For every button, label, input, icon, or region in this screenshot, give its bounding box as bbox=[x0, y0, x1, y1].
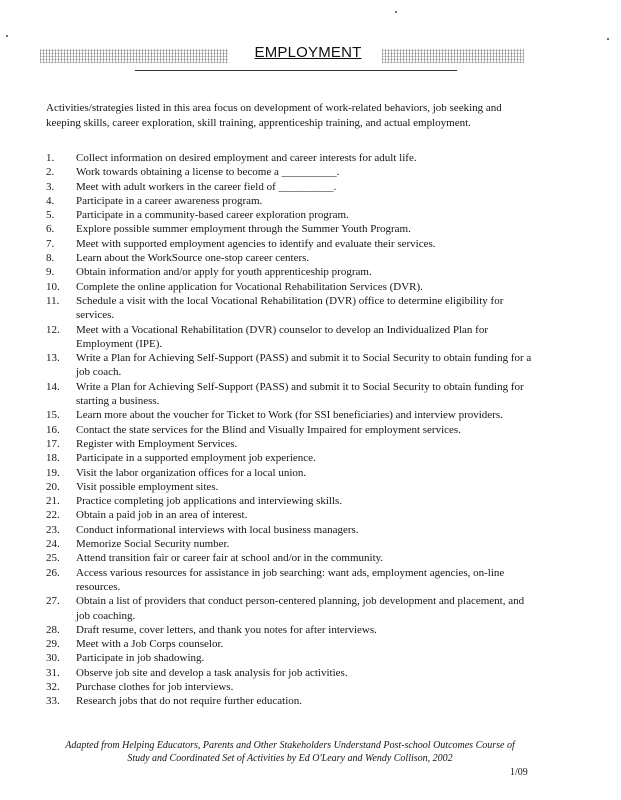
list-item bbox=[46, 566, 536, 595]
list-item-number: 23. bbox=[46, 523, 60, 536]
header-band bbox=[40, 42, 524, 70]
list-item bbox=[46, 408, 536, 422]
list-item bbox=[46, 623, 536, 637]
list-item-number: 11. bbox=[46, 294, 60, 307]
activity-list bbox=[46, 151, 536, 709]
header-underline bbox=[135, 70, 457, 71]
list-item-text: Schedule a visit with the local Vocational Rehabilitation (DVR) office to determine eligibility for services. bbox=[76, 294, 504, 322]
list-item-text: Obtain a list of providers that conduct person-centered planning, job development and placement, and job coaching. bbox=[76, 595, 525, 622]
list-item bbox=[46, 280, 536, 294]
header-band-shading-right bbox=[382, 49, 524, 63]
list-item bbox=[46, 251, 536, 265]
list-item bbox=[46, 351, 536, 380]
list-item-number: 6. bbox=[46, 223, 55, 236]
list-item bbox=[46, 666, 536, 680]
list-item-number: 20. bbox=[46, 480, 60, 493]
page-title: EMPLOYMENT bbox=[254, 44, 362, 61]
list-item-text: Visit the labor organization offices for a local union. bbox=[76, 466, 307, 479]
list-item bbox=[46, 694, 536, 708]
list-item-text: Meet with supported employment agencies to identify and evaluate their services. bbox=[76, 237, 436, 250]
list-item-number: 19. bbox=[46, 466, 60, 479]
list-item-number: 26. bbox=[46, 566, 60, 579]
scan-speck bbox=[6, 35, 8, 37]
list-item-text: Write a Plan for Achieving Self-Support (PASS) and submit it to Social Security to obtain funding for starting a business. bbox=[76, 380, 524, 408]
list-item-number: 12. bbox=[46, 323, 60, 336]
list-item-number: 32. bbox=[46, 680, 60, 693]
list-item-text: Complete the online application for Vocational Rehabilitation Services (DVR). bbox=[76, 280, 423, 293]
list-item-text: Participate in a supported employment job experience. bbox=[76, 452, 316, 465]
list-item-number: 21. bbox=[46, 495, 60, 508]
list-item-text: Research jobs that do not require further education. bbox=[76, 695, 303, 708]
list-item-text: Participate in a career awareness program. bbox=[76, 194, 263, 207]
list-item-text: Meet with adult workers in the career field of __________. bbox=[76, 180, 337, 193]
list-item-text: Practice completing job applications and interviewing skills. bbox=[76, 495, 343, 508]
list-item bbox=[46, 194, 536, 208]
list-item bbox=[46, 208, 536, 222]
list-item bbox=[46, 323, 536, 352]
list-item bbox=[46, 680, 536, 694]
list-item-text: Attend transition fair or career fair at school and/or in the community. bbox=[76, 552, 384, 565]
list-item-text: Learn more about the voucher for Ticket to Work (for SSI beneficiaries) and interview providers. bbox=[76, 409, 503, 422]
list-item bbox=[46, 180, 536, 194]
list-item bbox=[46, 523, 536, 537]
list-item bbox=[46, 437, 536, 451]
list-item bbox=[46, 294, 536, 323]
list-item bbox=[46, 537, 536, 551]
list-item-number: 4. bbox=[46, 194, 55, 207]
list-item-number: 33. bbox=[46, 695, 60, 708]
list-item-text: Meet with a Vocational Rehabilitation (DVR) counselor to develop an Individualized Plan for Employment (IPE). bbox=[76, 323, 488, 350]
list-item-text: Participate in job shadowing. bbox=[76, 652, 205, 665]
list-item-number: 1. bbox=[46, 152, 55, 164]
list-item bbox=[46, 651, 536, 665]
list-item-text: Purchase clothes for job interviews. bbox=[76, 680, 234, 693]
attribution-footer bbox=[40, 739, 540, 765]
list-item-text: Participate in a community-based career exploration program. bbox=[76, 209, 349, 222]
list-item bbox=[46, 151, 536, 165]
list-item-text: Meet with a Job Corps counselor. bbox=[76, 638, 224, 651]
list-item bbox=[46, 594, 536, 623]
list-item-text: Contact the state services for the Blind and Visually Impaired for employment services. bbox=[76, 423, 461, 436]
intro-paragraph: Activities/strategies listed in this area focus on development of work-related behaviors, job seeking and keeping skills, career exploration, skill training, apprenticeship training, and actual employment. bbox=[46, 102, 502, 129]
list-item-number: 25. bbox=[46, 552, 60, 565]
list-item bbox=[46, 480, 536, 494]
header-band-shading-left bbox=[40, 49, 228, 63]
list-item-number: 22. bbox=[46, 509, 60, 522]
scan-speck bbox=[607, 38, 609, 40]
list-item bbox=[46, 165, 536, 179]
list-item bbox=[46, 466, 536, 480]
list-item-text: Work towards obtaining a license to become a __________. bbox=[76, 166, 340, 179]
list-item-text: Explore possible summer employment through the Summer Youth Program. bbox=[76, 223, 411, 236]
list-item-number: 9. bbox=[46, 266, 55, 279]
list-item bbox=[46, 222, 536, 236]
list-item-text: Collect information on desired employment and career interests for adult life. bbox=[76, 152, 417, 164]
list-item-number: 2. bbox=[46, 166, 55, 179]
list-item-number: 27. bbox=[46, 595, 60, 608]
list-item-text: Observe job site and develop a task analysis for job activities. bbox=[76, 666, 348, 679]
list-item-number: 10. bbox=[46, 280, 60, 293]
list-item-number: 14. bbox=[46, 380, 60, 393]
list-item-text: Learn about the WorkSource one-stop career centers. bbox=[76, 252, 310, 265]
scan-speck bbox=[395, 11, 397, 13]
list-item-text: Visit possible employment sites. bbox=[76, 480, 219, 493]
list-item-number: 13. bbox=[46, 352, 60, 365]
list-item-text: Draft resume, cover letters, and thank you notes for after interviews. bbox=[76, 623, 377, 636]
list-item-text: Obtain information and/or apply for youth apprenticeship program. bbox=[76, 266, 372, 279]
list-item-number: 28. bbox=[46, 623, 60, 636]
list-item-text: Access various resources for assistance in job searching: want ads, employment agencies, on-line resources. bbox=[76, 566, 505, 593]
list-item bbox=[46, 637, 536, 651]
list-item-text: Write a Plan for Achieving Self-Support (PASS) and submit it to Social Security to obtain funding for a job coach. bbox=[76, 352, 532, 379]
list-item-text: Conduct informational interviews with local business managers. bbox=[76, 523, 359, 536]
list-item-number: 29. bbox=[46, 638, 60, 651]
list-item-number: 3. bbox=[46, 180, 55, 193]
list-item-number: 31. bbox=[46, 666, 60, 679]
list-item-number: 17. bbox=[46, 437, 60, 450]
list-item bbox=[46, 237, 536, 251]
list-item-number: 7. bbox=[46, 237, 55, 250]
list-item-number: 24. bbox=[46, 538, 60, 551]
attribution-line-1: Adapted from Helping Educators, Parents and Other Stakeholders Understand Post-school Outcomes Course of bbox=[65, 740, 515, 751]
list-item bbox=[46, 451, 536, 465]
list-item-number: 5. bbox=[46, 209, 55, 222]
list-item-number: 8. bbox=[46, 252, 55, 265]
list-item-number: 30. bbox=[46, 652, 60, 665]
list-item-number: 18. bbox=[46, 452, 60, 465]
list-item bbox=[46, 423, 536, 437]
page-number: 1/09 bbox=[510, 767, 528, 778]
list-item-text: Memorize Social Security number. bbox=[76, 538, 230, 551]
list-item bbox=[46, 494, 536, 508]
list-item bbox=[46, 265, 536, 279]
list-item-text: Obtain a paid job in an area of interest. bbox=[76, 509, 248, 522]
list-item-text: Register with Employment Services. bbox=[76, 437, 238, 450]
list-item-number: 15. bbox=[46, 409, 60, 422]
list-item bbox=[46, 380, 536, 409]
list-item bbox=[46, 551, 536, 565]
attribution-line-2: Study and Coordinated Set of Activities by Ed O'Leary and Wendy Collison, 2002 bbox=[127, 753, 453, 764]
list-item bbox=[46, 508, 536, 522]
list-item-number: 16. bbox=[46, 423, 60, 436]
